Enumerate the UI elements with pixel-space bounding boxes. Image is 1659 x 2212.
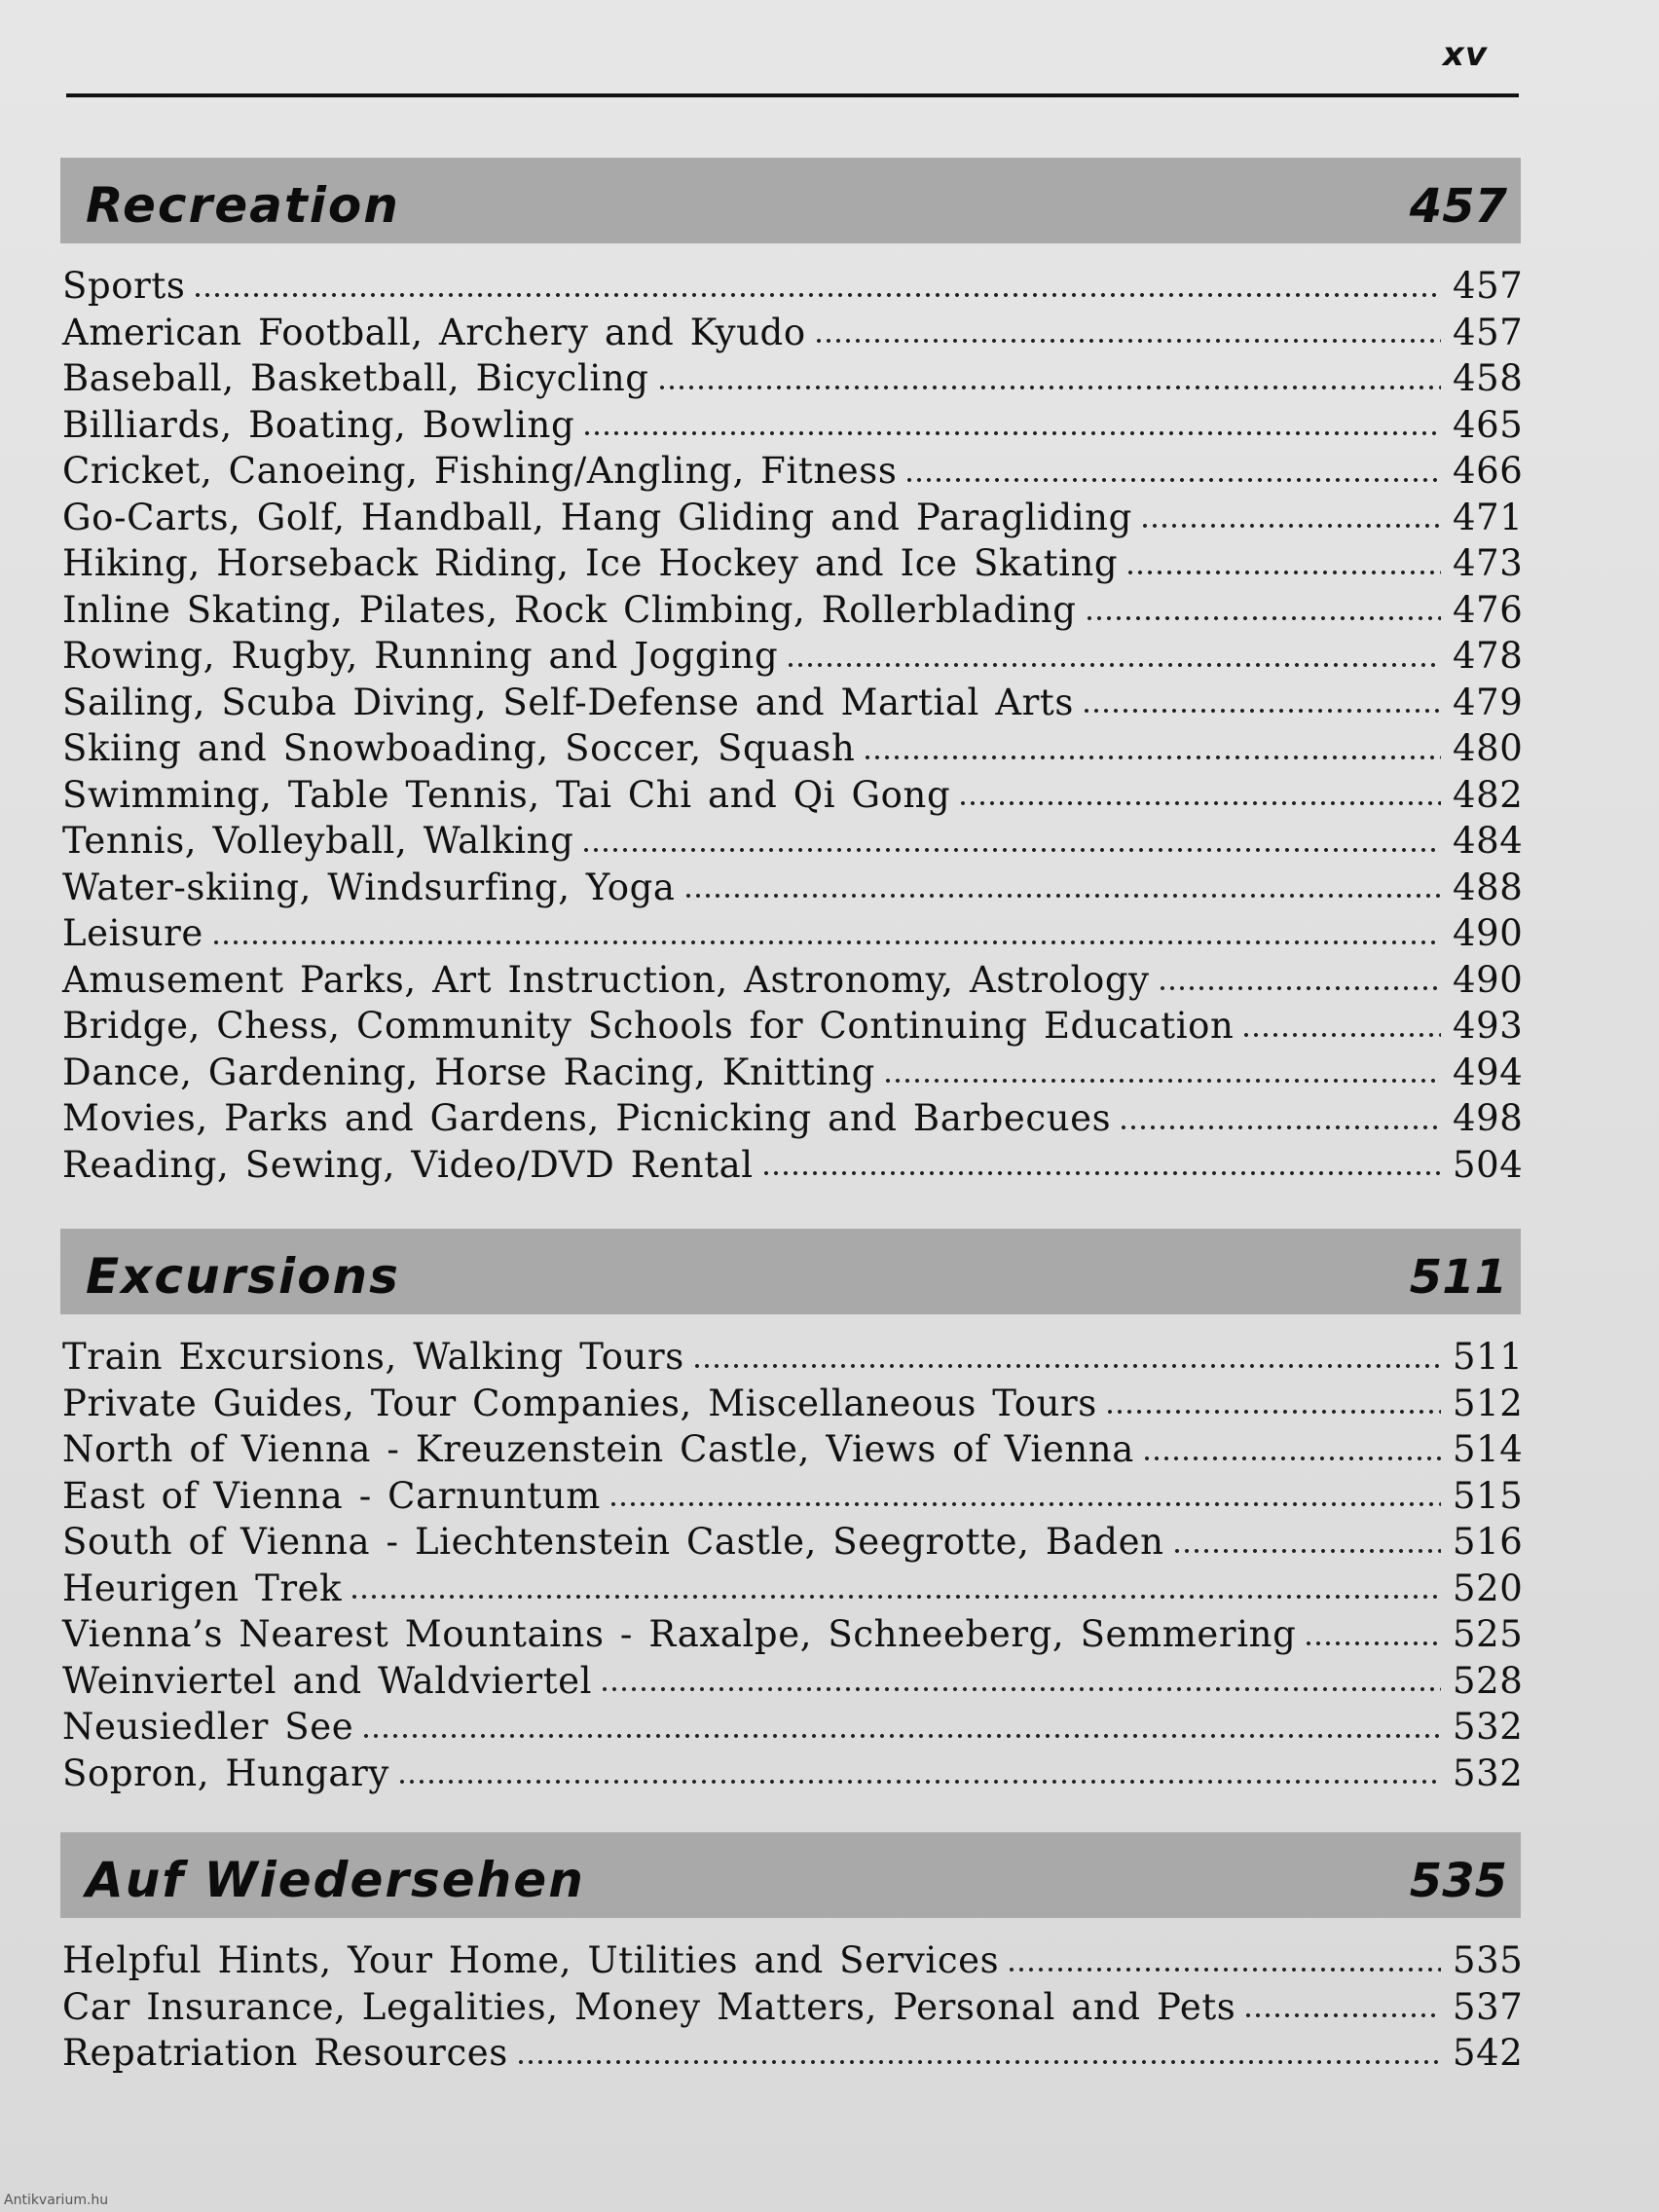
toc-entry-page: 493 [1453,1005,1524,1047]
toc-entry [62,681,1524,728]
toc-entry [62,1985,1524,2033]
dot-leader [761,1168,1441,1178]
toc-entry [62,1939,1524,1986]
toc-entry [62,727,1524,774]
toc-entry-title: Billiards, Boating, Bowling [62,403,575,446]
dot-leader [1142,1454,1441,1463]
section-header [60,1229,1521,1314]
section-page-number: 457 [1409,179,1507,234]
dot-leader [350,1592,1441,1602]
toc-entry [62,1474,1524,1522]
dot-leader [1243,2010,1441,2020]
toc-entry-title: Swimming, Table Tennis, Tai Chi and Qi Gong [62,773,951,816]
toc-entry-title: Movies, Parks and Gardens, Picnicking and Barbecues [62,1097,1112,1139]
dot-leader [397,1777,1441,1787]
toc-entry-title: Sopron, Hungary [62,1751,389,1794]
toc-entry [62,2032,1524,2079]
dot-leader [786,660,1441,670]
page-folio: xv [1442,35,1488,74]
dot-leader [361,1731,1441,1741]
toc-entry-page: 532 [1453,1751,1524,1794]
toc-entry-title: Cricket, Canoeing, Fishing/Angling, Fitness [62,450,898,492]
dot-leader [1304,1639,1441,1648]
toc-entry [62,958,1524,1006]
toc-entry-title: Repatriation Resources [62,2032,508,2074]
dot-leader [211,938,1441,947]
toc-entry-title: Heurigen Trek [62,1567,343,1609]
toc-entry [62,450,1524,497]
dot-leader [904,475,1441,485]
toc-entry-title: Bridge, Chess, Community Schools for Continuing Education [62,1005,1235,1047]
toc-entry [62,1659,1524,1707]
toc-entry-page: 458 [1453,357,1524,399]
toc-entry [62,265,1524,312]
toc-entry [62,1097,1524,1144]
section-title: Recreation [86,177,400,234]
toc-entry [62,311,1524,358]
dot-leader [692,1361,1441,1371]
toc-entry-title: Skiing and Snowboading, Soccer, Squash [62,727,856,769]
toc-entry [62,1336,1524,1382]
toc-entry-page: 514 [1453,1428,1524,1470]
toc-entry [62,1005,1524,1051]
dot-leader [582,428,1441,438]
toc-entry-title: Rowing, Rugby, Running and Jogging [62,635,779,677]
toc-entry-title: Dance, Gardening, Horse Racing, Knitting [62,1051,875,1093]
toc-entry-page: 488 [1453,866,1524,908]
toc-entry-title: Car Insurance, Legalities, Money Matters, Personal and Pets [62,1985,1236,2028]
dot-leader [1007,1965,1441,1974]
toc-entries [60,1336,1524,1798]
toc-entry-title: South of Vienna - Liechtenstein Castle, Seegrotte, Baden [62,1521,1164,1563]
dot-leader [958,798,1441,808]
toc-entry-page: 525 [1453,1613,1524,1655]
toc-entry-title: Water-skiing, Windsurfing, Yoga [62,866,676,908]
toc-entry-title: Reading, Sewing, Video/DVD Rental [62,1143,754,1186]
dot-leader [1140,521,1441,531]
toc-entry [62,1051,1524,1098]
toc-entry-page: 465 [1453,403,1524,446]
dot-leader [1082,706,1441,716]
toc-entry-title: Weinviertel and Waldviertel [62,1659,593,1702]
toc-entry-title: Hiking, Horseback Riding, Ice Hockey and Ice Skating [62,542,1119,584]
toc-entry [62,542,1524,589]
toc-entry [62,912,1524,959]
toc-entry-page: 512 [1453,1382,1524,1424]
toc-entry-page: 532 [1453,1706,1524,1748]
toc-entry-page: 516 [1453,1521,1524,1563]
toc-entries [60,265,1524,1190]
toc-entry-page: 490 [1453,912,1524,954]
section-excursions [60,1229,1524,1798]
dot-leader [1085,613,1441,623]
dot-leader [1119,1123,1441,1132]
toc-entry [62,588,1524,636]
toc-entry-title: Helpful Hints, Your Home, Utilities and Services [62,1939,1000,1981]
header-rule [66,93,1519,97]
toc-entry-title: Train Excursions, Walking Tours [62,1336,684,1378]
toc-entry-page: 498 [1453,1097,1524,1139]
toc-entry-title: Go-Carts, Golf, Handball, Hang Gliding and Paragliding [62,496,1132,538]
dot-leader [600,1684,1441,1694]
toc-entry [62,1428,1524,1475]
toc-entry-page: 471 [1453,496,1524,538]
toc-entry [62,635,1524,682]
toc-entry-title: Baseball, Basketball, Bicycling [62,357,649,399]
toc-entry-title: Inline Skating, Pilates, Rock Climbing, Rollerblading [62,588,1077,631]
toc-entry [62,1567,1524,1614]
section-title: Auf Wiedersehen [86,1852,585,1908]
toc-entry-title: Tennis, Volleyball, Walking [62,820,574,862]
toc-entry [62,403,1524,451]
dot-leader [1241,1030,1441,1040]
toc-entry [62,1613,1524,1660]
toc-entry-page: 528 [1453,1659,1524,1702]
dot-leader [1125,568,1441,577]
toc-entry-title: Leisure [62,912,203,954]
dot-leader [657,383,1441,392]
dot-leader [608,1499,1441,1509]
dot-leader [1105,1407,1441,1417]
toc-entry-page: 457 [1453,311,1524,353]
toc-entry [62,1143,1524,1191]
toc-entry [62,866,1524,913]
toc-entry-title: Neusiedler See [62,1706,354,1748]
toc-entry-title: Amusement Parks, Art Instruction, Astronomy, Astrology [62,958,1150,1001]
dot-leader [581,845,1441,855]
toc-entry-page: 490 [1453,958,1524,1001]
toc-entry-title: North of Vienna - Kreuzenstein Castle, Views of Vienna [62,1428,1134,1470]
toc-entry-page: 479 [1453,681,1524,723]
toc-entry-title: Sailing, Scuba Diving, Self-Defense and Martial Arts [62,681,1074,723]
toc-entry-page: 537 [1453,1985,1524,2028]
toc-entry [62,820,1524,866]
toc-entry [62,773,1524,821]
toc-entries [60,1939,1524,2079]
section-auf-wiedersehen [60,1832,1524,2079]
toc-entry [62,1382,1524,1429]
toc-entry-page: 511 [1453,1336,1524,1378]
toc-entry-page: 480 [1453,727,1524,769]
toc-entry-title: Sports [62,265,186,307]
toc-entry-page: 457 [1453,265,1524,307]
toc-entry-page: 482 [1453,773,1524,816]
toc-entry-page: 476 [1453,588,1524,631]
dot-leader [1158,983,1441,993]
toc-entry-page: 484 [1453,820,1524,862]
toc-entry-title: Private Guides, Tour Companies, Miscellaneous Tours [62,1382,1097,1424]
toc-entry-page: 515 [1453,1474,1524,1517]
toc-entry-page: 535 [1453,1939,1524,1981]
section-page-number: 535 [1409,1854,1507,1908]
toc-entry-title: American Football, Archery and Kyudo [62,311,806,353]
section-header [60,1832,1521,1918]
dot-leader [1172,1546,1442,1556]
toc-entry-page: 542 [1453,2032,1524,2074]
toc-entry [62,496,1524,543]
toc-entry-page: 520 [1453,1567,1524,1609]
toc-entry-title: Vienna’s Nearest Mountains - Raxalpe, Schneeberg, Semmering [62,1613,1297,1655]
dot-leader [516,2057,1441,2067]
dot-leader [814,336,1441,346]
toc-entry [62,1751,1524,1799]
toc-entry-title: East of Vienna - Carnuntum [62,1474,601,1517]
dot-leader [193,290,1441,300]
dot-leader [863,753,1441,762]
section-recreation [60,158,1524,1190]
toc-entry-page: 473 [1453,542,1524,584]
section-title: Excursions [86,1248,400,1305]
dot-leader [883,1076,1441,1086]
toc-entry-page: 466 [1453,450,1524,492]
toc-entry [62,1706,1524,1752]
toc-entry [62,1521,1524,1567]
toc-entry-page: 494 [1453,1051,1524,1093]
toc-entry-page: 478 [1453,635,1524,677]
toc-entry [62,357,1524,404]
section-header [60,158,1521,243]
dot-leader [683,891,1441,901]
toc-entry-page: 504 [1453,1143,1524,1186]
section-page-number: 511 [1409,1250,1507,1305]
watermark: Antikvarium.hu [4,2193,109,2208]
